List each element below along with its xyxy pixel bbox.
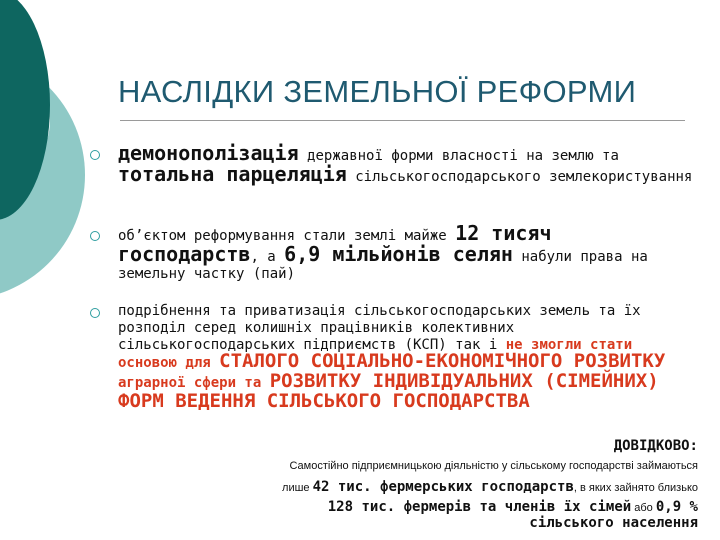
reference-text: лише [282,482,313,494]
title-divider [120,120,685,121]
reference-line: сільського населення [529,515,698,531]
bullet-highlight: СТАЛОГО СОЦІАЛЬНО-ЕКОНОМІЧНОГО РОЗВИТКУ [219,350,666,373]
bullet-item [118,143,698,185]
bullet-text: подрібнення та приватизація сільськогосподарських земель та їх розподіл серед колишніх працівників колективних сільськогосподарських підприємств (КСП) так і [118,303,641,353]
bullet-text: об’єктом реформування стали землі майже [118,228,456,244]
bullet-marker [90,231,100,241]
reference-heading: ДОВІДКОВО: [613,438,698,454]
bullet-highlight: не змогли стати основою для [118,336,633,372]
bullet-item [118,302,698,412]
bullet-text: , а [250,249,285,265]
reference-line [282,476,698,495]
bullet-highlight: РОЗВИТКУ ІНДИВІДУАЛЬНИХ (СІМЕЙНИХ) ФОРМ ВЕДЕННЯ СІЛЬСЬКОГО ГОСПОДАРСТВА [118,370,659,413]
bullet-text: 12 тисяч господарств [118,221,552,266]
reference-text: 0,9 % [655,499,698,515]
bullet-marker [90,308,100,318]
reference-text: або [631,502,656,514]
bullet-text: 6,9 мільйонів селян [284,242,513,266]
decorative-circles [0,0,100,300]
page-title: НАСЛІДКИ ЗЕМЕЛЬНОЇ РЕФОРМИ [118,74,637,109]
bullet-item [118,223,698,282]
reference-text: 42 тис. фермерських господарств [312,479,574,495]
reference-text: 128 тис. фермерів та членів їх сімей [327,499,632,515]
reference-line: Самостійно підприємницькою діяльністю у сільському господарстві займаються [289,460,698,472]
bullet-marker [90,150,100,160]
reference-text: , в яких зайнято близько [573,482,698,494]
bullet-text: сільськогосподарського землекористування [346,169,693,185]
bullet-highlight: аграрної сфери та [118,375,270,392]
reference-line [328,496,698,515]
bullet-text: демонополізація [118,141,299,165]
bullet-text: набули права на земельну частку (пай) [118,249,648,282]
bullet-text: тотальна парцеляція [118,162,347,186]
bullet-text: державної форми власності на землю та [298,148,619,164]
